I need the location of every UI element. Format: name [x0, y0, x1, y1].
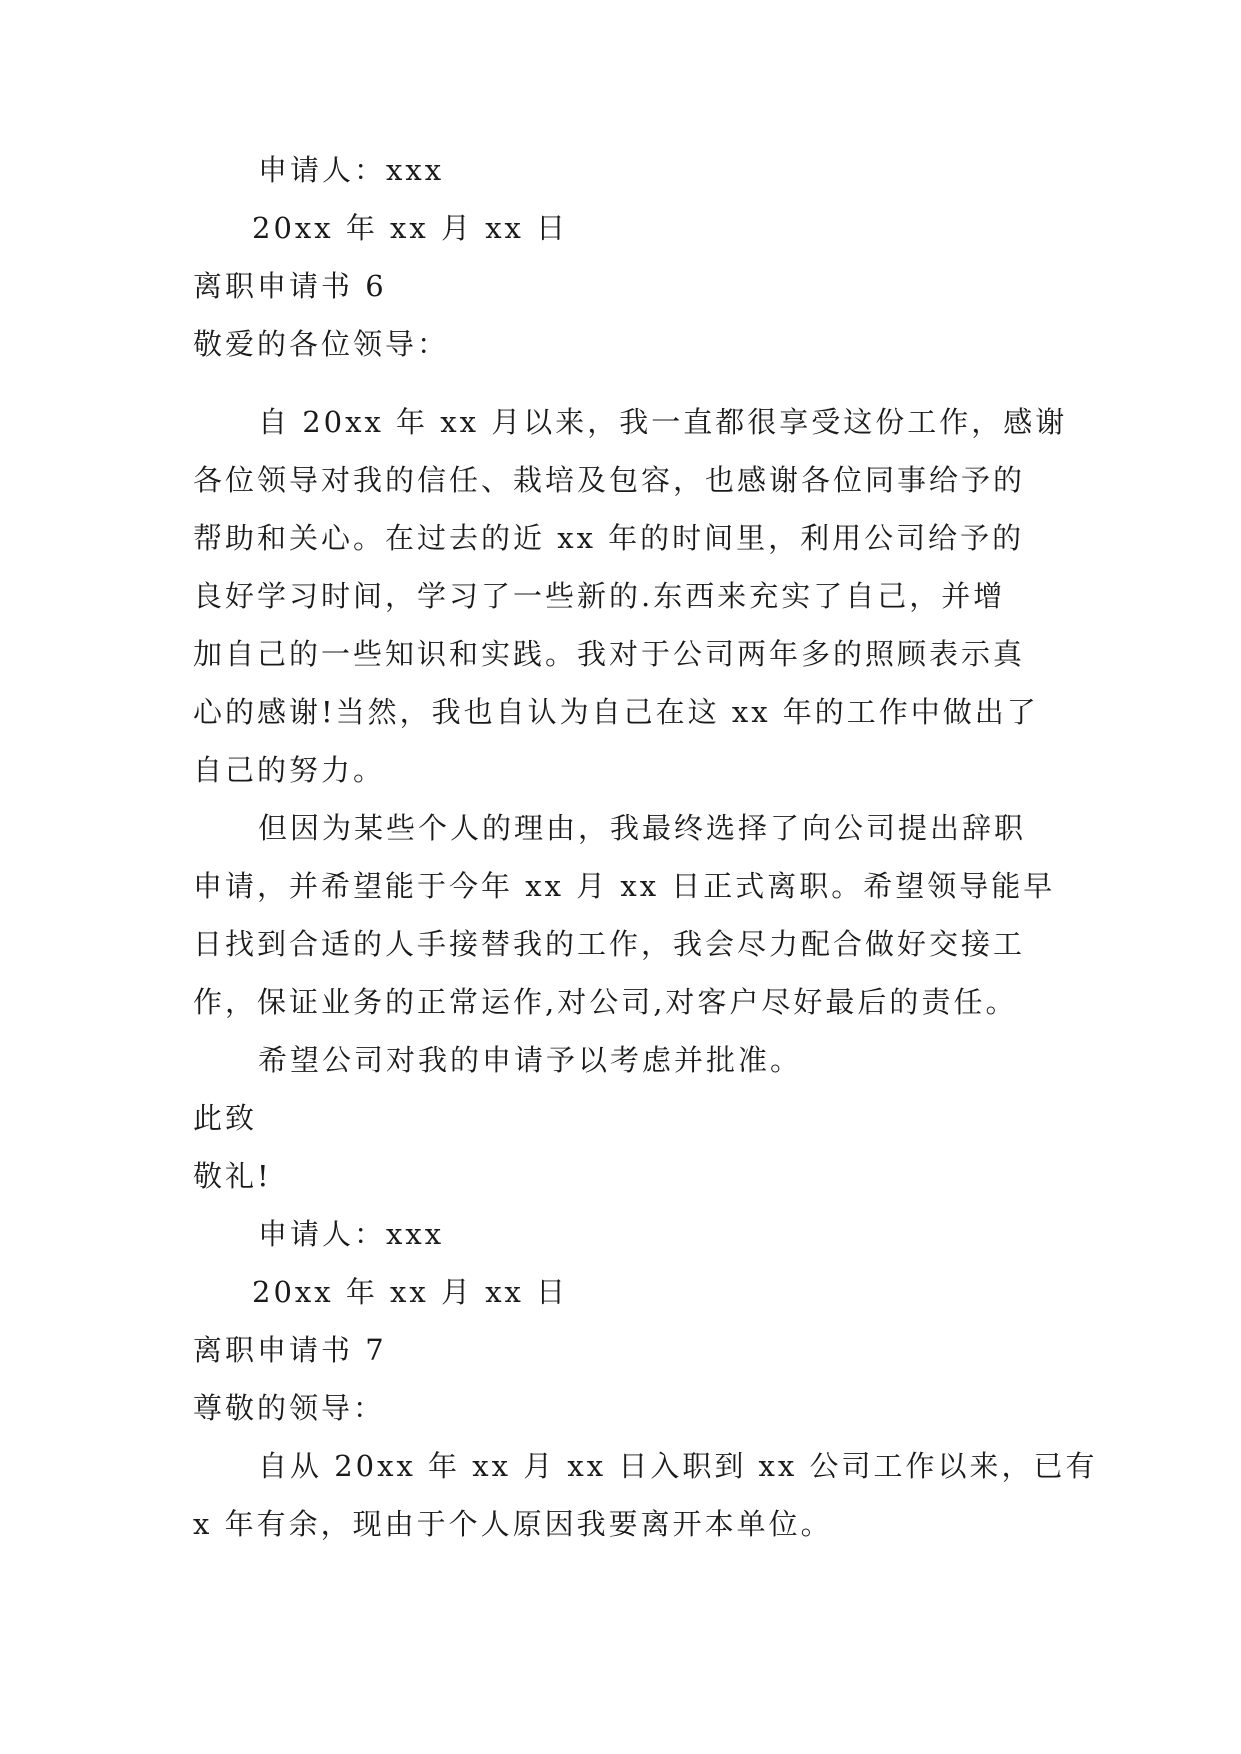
closing-line: 此致 [193, 1101, 258, 1135]
paragraph-line: 心的感谢!当然，我也自认为自己在这 xx 年的工作中做出了 [193, 695, 1039, 729]
closing-regards: 敬礼! [193, 1159, 272, 1193]
paragraph-line: 各位领导对我的信任、栽培及包容，也感谢各位同事给予的 [193, 463, 1026, 497]
paragraph-line: 帮助和关心。在过去的近 xx 年的时间里，利用公司给予的 [193, 521, 1025, 555]
paragraph-line: 自己的努力。 [193, 753, 386, 787]
paragraph-line: 作，保证业务的正常运作,对公司,对客户尽好最后的责任。 [193, 985, 1018, 1019]
date-line: 20xx 年 xx 月 xx 日 [252, 1275, 569, 1309]
paragraph-line: 良好学习时间，学习了一些新的.东西来充实了自己，并增 [193, 579, 1006, 613]
paragraph-line: 自从 20xx 年 xx 月 xx 日入职到 xx 公司工作以来，已有 [258, 1449, 1098, 1483]
paragraph-line: 但因为某些个人的理由，我最终选择了向公司提出辞职 [258, 811, 1027, 845]
paragraph-line: x 年有余，现由于个人原因我要离开本单位。 [193, 1507, 833, 1541]
date-line: 20xx 年 xx 月 xx 日 [252, 211, 569, 245]
section-title: 离职申请书 7 [193, 1333, 387, 1367]
salutation: 尊敬的领导： [193, 1391, 386, 1425]
applicant-line: 申请人：xxx [258, 1217, 445, 1251]
salutation: 敬爱的各位领导： [193, 327, 450, 361]
paragraph-line: 申请，并希望能于今年 xx 月 xx 日正式离职。希望领导能早 [193, 869, 1056, 903]
paragraph-line: 自 20xx 年 xx 月以来，我一直都很享受这份工作，感谢 [258, 405, 1068, 439]
paragraph-line: 加自己的一些知识和实践。我对于公司两年多的照顾表示真 [193, 637, 1026, 671]
paragraph-line: 希望公司对我的申请予以考虑并批准。 [258, 1043, 803, 1077]
paragraph-line: 日找到合适的人手接替我的工作，我会尽力配合做好交接工 [193, 927, 1026, 961]
section-title: 离职申请书 6 [193, 269, 387, 303]
applicant-line: 申请人：xxx [258, 153, 445, 187]
